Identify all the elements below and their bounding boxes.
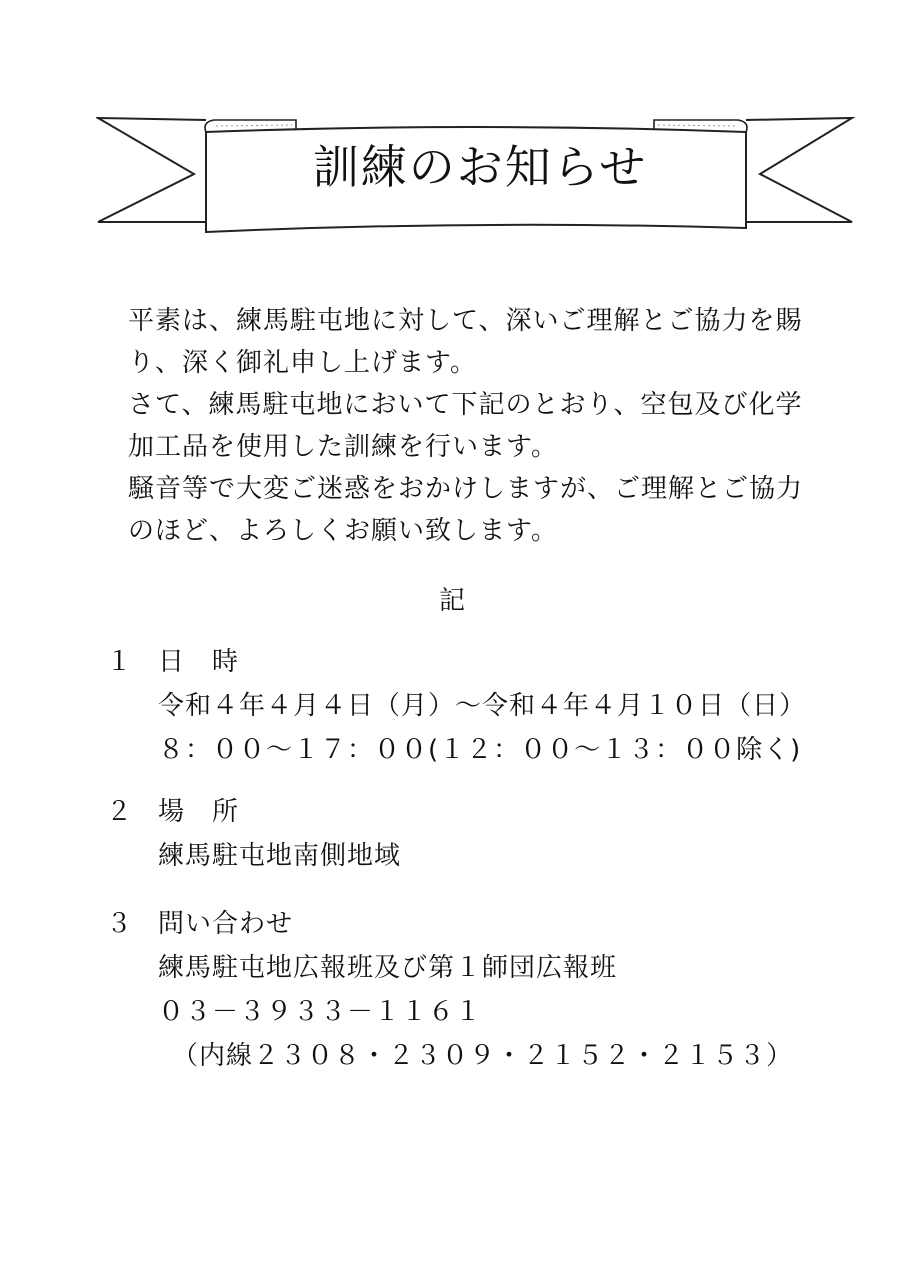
item-heading: 場 所 — [158, 797, 240, 827]
item-line: ８：００～１７：００(１２：００～１３：００除く) — [158, 735, 802, 765]
item-location — [106, 790, 401, 878]
paragraph: 平素は、練馬駐屯地に対して、深いご理解とご協力を賜り、深く御礼申し上げます。 — [128, 306, 803, 378]
extension-numbers: （内線２３０８・２３０９・２１５２・２１５３） — [172, 1041, 794, 1071]
paragraph: さて、練馬駐屯地において下記のとおり、空包及び化学加工品を使用した訓練を行います。 — [128, 390, 803, 462]
item-contact — [106, 902, 793, 1078]
item-number: １ — [106, 647, 134, 677]
phone-number: ０３－３９３３－１１６１ — [158, 997, 483, 1027]
item-heading: 問い合わせ — [158, 909, 294, 939]
item-number: ３ — [106, 909, 134, 939]
item-line: 練馬駐屯地広報班及び第１師団広報班 — [158, 953, 618, 983]
ki-heading: 記 — [438, 586, 465, 616]
item-line: 練馬駐屯地南側地域 — [158, 841, 402, 871]
item-heading: 日 時 — [158, 647, 240, 677]
page-title: 訓練のお知らせ — [312, 140, 648, 194]
item-datetime — [106, 640, 806, 772]
item-number: ２ — [106, 797, 134, 827]
notice-body — [102, 300, 822, 552]
paragraph: 騒音等で大変ご迷惑をおかけしますが、ご理解とご協力のほど、よろしくお願い致します。 — [128, 474, 804, 546]
item-line: 令和４年４月４日（月）～令和４年４月１０日（日） — [158, 691, 807, 721]
